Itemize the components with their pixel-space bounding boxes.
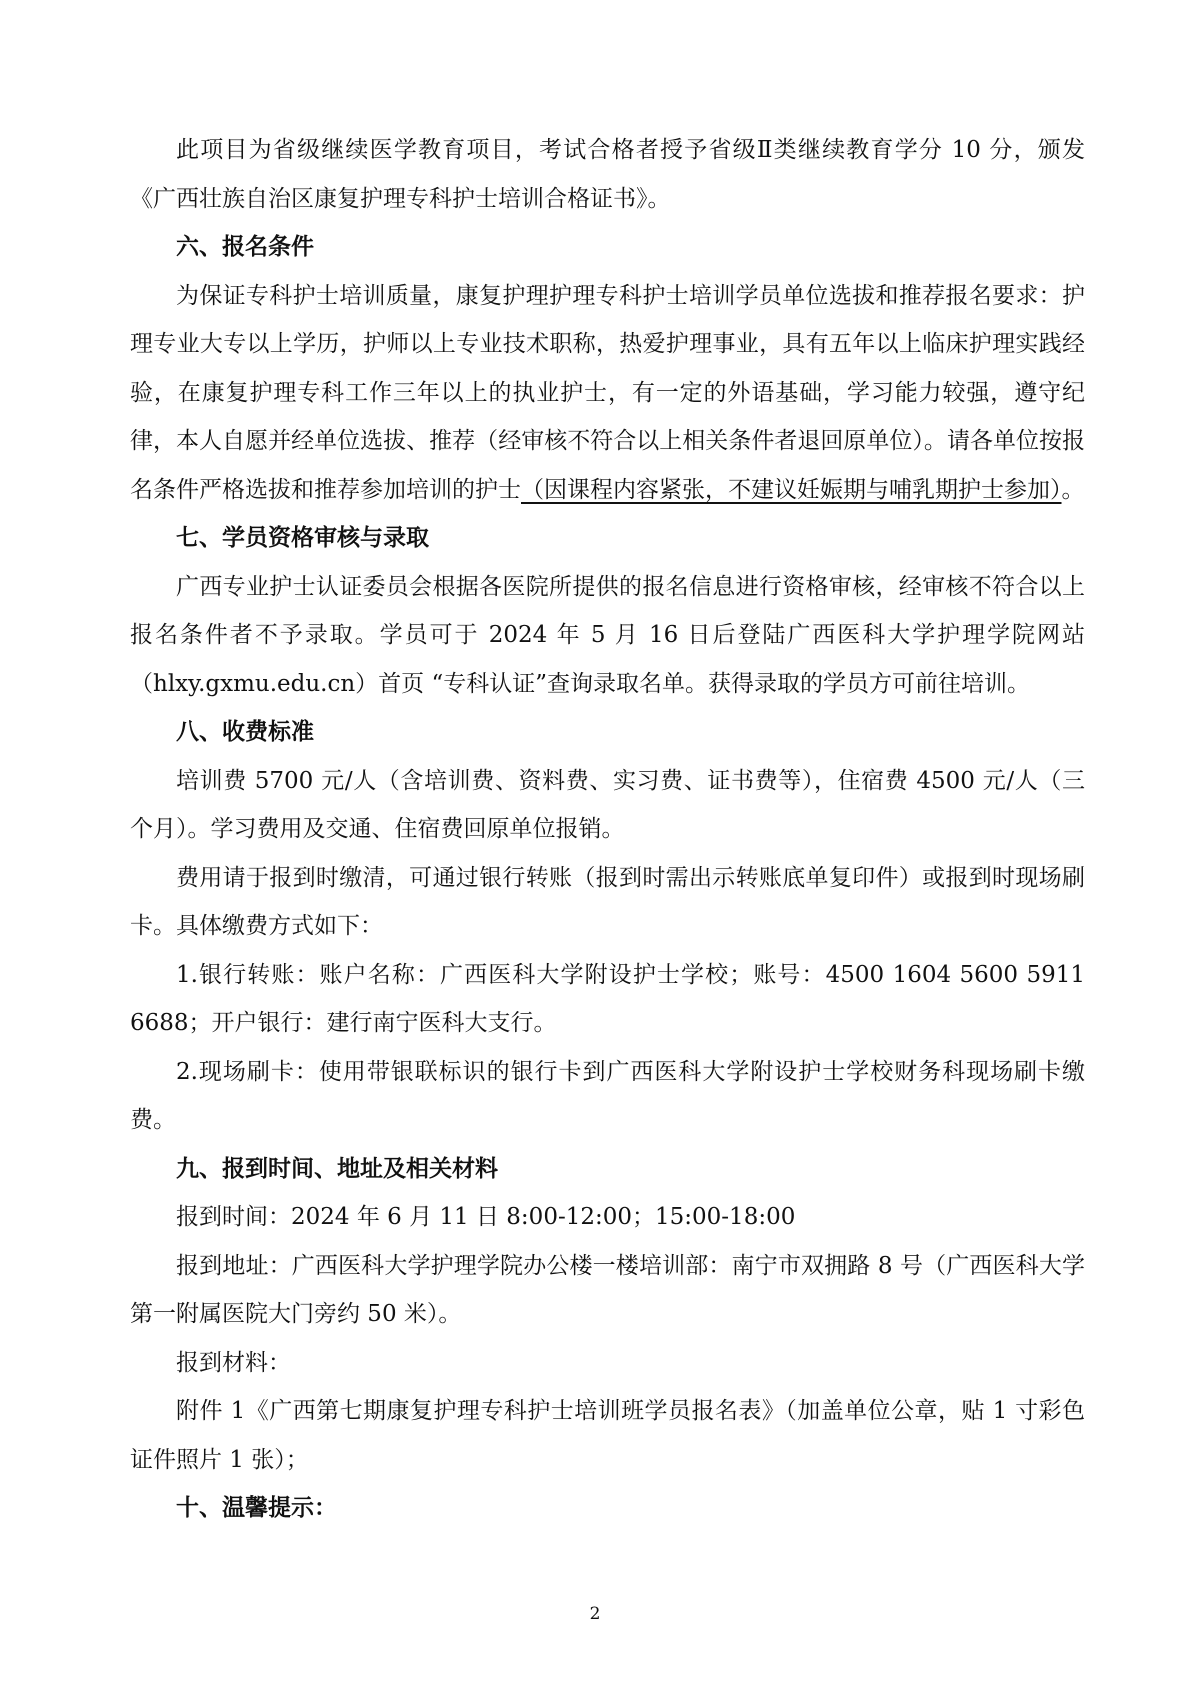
heading-registration-time-address: 九、报到时间、地址及相关材料 (176, 1154, 498, 1182)
paragraph-registration-materials: 报到材料： (176, 1349, 291, 1376)
underlined-pregnancy-note: （因课程内容紧张，不建议妊娠期与哺乳期护士参加） (521, 476, 1062, 503)
page-number: 2 (589, 1604, 601, 1624)
heading-registration-conditions: 六、报名条件 (176, 233, 314, 260)
paragraph-credit-info: 此项目为省级继续医学教育项目，考试合格者授予省级Ⅱ类继续教育学分 10 分，颁发《广西壮族自治区康复护理专科护士培训合格证书》。 (130, 137, 1085, 212)
requirements-text: 为保证专科护士培训质量，康复护理护理专科护士培训学员单位选拔和推荐报名要求：护理专业大专以上学历，护师以上专业技术职称，热爱护理事业，具有五年以上临床护理实践经验，在康复护理专科工作三年以上的执业护士，有一定的外语基础，学习能力较强，遵守纪律，本人自愿并经单位选拔、推荐（经审核不符合以上相关条件者退回原单位）。请各单位按报名条件严格选拔和推荐参加培训的护士 (130, 282, 1085, 503)
paragraph-payment-method: 费用请于报到时缴清，可通过银行转账（报到时需出示转账底单复印件）或报到时现场刷卡。具体缴费方式如下： (130, 864, 1085, 939)
paragraph-attachment-1: 附件 1《广西第七期康复护理专科护士培训班学员报名表》（加盖单位公章，贴 1 寸彩色证件照片 1 张）； (130, 1398, 1085, 1473)
paragraph-registration-address: 报到地址：广西医科大学护理学院办公楼一楼培训部：南宁市双拥路 8 号（广西医科大学第一附属医院大门旁约 50 米）。 (130, 1252, 1085, 1327)
paragraph-card-payment: 2.现场刷卡：使用带银联标识的银行卡到广西医科大学附设护士学校财务科现场刷卡缴费。 (130, 1058, 1085, 1133)
paragraph-qualification-review: 广西专业护士认证委员会根据各医院所提供的报名信息进行资格审核，经审核不符合以上报名条件者不予录取。学员可于 2024 年 5 月 16 日后登陆广西医科大学护理学院网站（hlxy.gxmu.edu.cn）首页 “专科认证”查询录取名单。获得录取的学员方可前往培训。 (130, 573, 1085, 697)
heading-qualification-review: 七、学员资格审核与录取 (176, 524, 429, 551)
heading-fee-standard: 八、收费标准 (176, 718, 314, 745)
requirements-end-punct: 。 (1061, 476, 1085, 503)
document-body (130, 126, 1085, 1533)
paragraph-registration-requirements (130, 272, 1085, 515)
paragraph-bank-transfer: 1.银行转账：账户名称：广西医科大学附设护士学校；账号：4500 1604 5600 5911 6688；开户银行：建行南宁医科大支行。 (130, 961, 1085, 1036)
heading-reminders: 十、温馨提示： (176, 1494, 337, 1521)
paragraph-registration-time: 报到时间：2024 年 6 月 11 日 8:00-12:00；15:00-18:00 (176, 1204, 796, 1230)
paragraph-fees: 培训费 5700 元/人（含培训费、资料费、实习费、证书费等），住宿费 4500 元/人（三个月）。学习费用及交通、住宿费回原单位报销。 (130, 767, 1085, 842)
